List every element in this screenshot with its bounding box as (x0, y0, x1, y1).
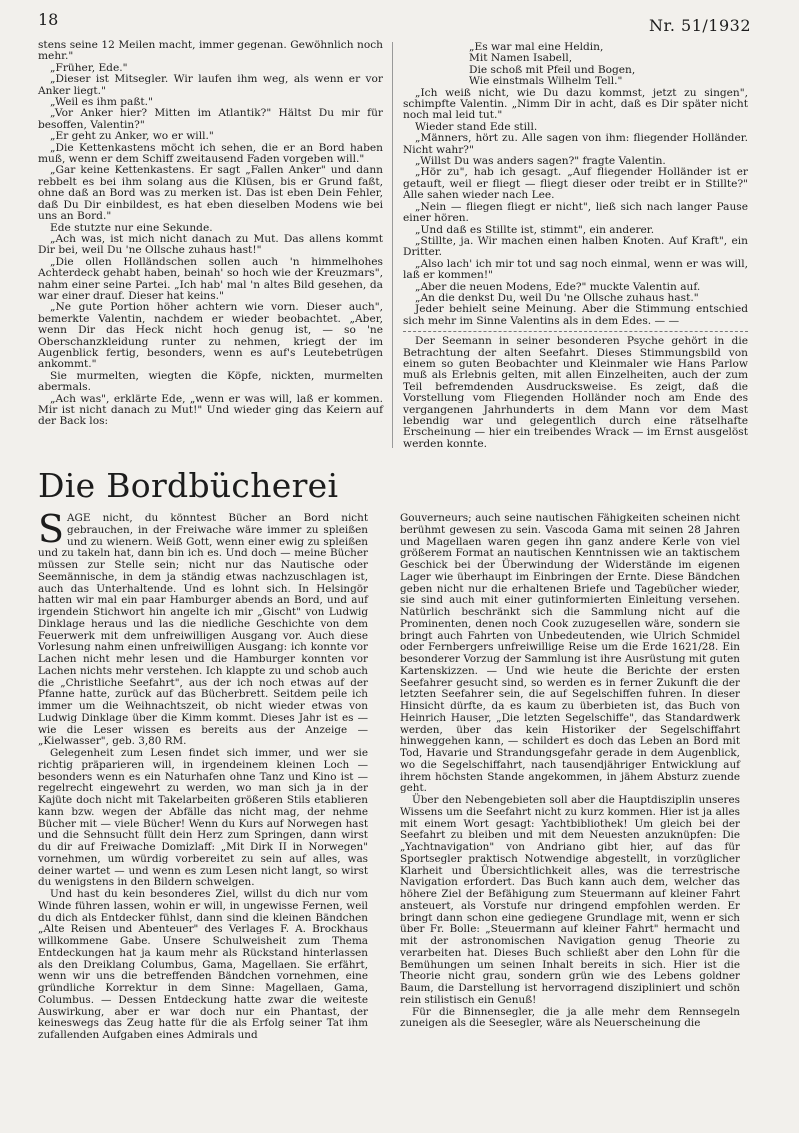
story-paragraph: „Gar keine Kettenkastens. Er sagt „Fallen Anker" und dann rebbelt es bei ihm solang aus die Klüsen, bis er Grund faßt, ohne daß an Bord was zu merken ist. Das ist eben Dein Fehler, daß Du Dir einbildest, es hat eben dieselben Modens wie bei uns an Bord." (38, 164, 383, 223)
verse-line: Wie einstmals Wilhelm Tell." (469, 75, 623, 88)
story-paragraph: „Und daß es Stillte ist, stimmt", ein anderer. (415, 223, 655, 236)
story-paragraph: „Er geht zu Anker, wo er will." (50, 130, 214, 143)
story-paragraph: „Nein — fliegen fliegt er nicht", ließ sich nach langer Pause einer hören. (403, 200, 748, 225)
verse-line: Die schoß mit Pfeil und Bogen, (469, 63, 636, 76)
story-paragraph: „Die ollen Holländschen sollen auch 'n himmelhohes Achterdeck gehabt haben, beinah' so hoch wie der Kreuzmars", nahm einer seine Partei. „Ich hab' mal 'n altes Bild gesehen, da war einer drauf. Dieser hat keins." (38, 255, 383, 302)
drop-cap: S (38, 507, 65, 551)
story-right-column (403, 42, 748, 450)
story-paragraph: „Männers, hört zu. Alle sagen von ihm: fliegender Holländer. Nicht wahr?" (403, 132, 748, 156)
article-paragraph: Über den Nebengebieten soll aber die Hauptdisziplin unseres Wissens um die Seefahrt nicht zu kurz kommen. Hier ist ja alles mit einem Wort gesagt: Yachtbibliothek! Um gleich bei der Seefahrt zu bleiben und mit dem Neuesten anzuknüpfen: Die „Yachtnavigation" von Andriano gibt hier, auf das für Sportsegler praktisch Notwendige abgestellt, in vorzüglicher Klarheit und Übersichtlichkeit alles, was die terrestrische Navigation erfordert. Das Buch kann auch dem, welcher das höhere Ziel der Befähigung zum Steuermann auf kleiner Fahrt ansteuert, als Vorstufe nur dringend empfohlen werden. Er bringt dann schon eine gediegene Grundlage mit, wenn er sich über Fr. Bolle: „Steuermann auf kleiner Fahrt" hermacht und mit der astronomischen Navigation genug Theorie zu verarbeiten hat. Dieses Buch schließt aber den Lohn für die Bemühungen um seinen Inhalt bereits in sich. Hier ist die Theorie nicht grau, sondern grün wie des Lebens goldner Baum, die Darstellung ist hervorragend diszipliniert und schön rein stilistisch ein Genuß! (400, 794, 740, 1006)
story-paragraph: „Dieser ist Mitsegler. Wir laufen ihm weg, als wenn er vor Anker liegt." (38, 73, 383, 97)
story-paragraph: „Die Kettenkastens möcht ich sehen, die er an Bord haben muß, wenn er dem Schiff zweitausend Faden vorgeben will." (38, 141, 383, 166)
article-paragraph: Gelegenheit zum Lesen findet sich immer, und wer sie richtig präparieren will, in irgendeinem kleinen Loch — besonders wenn es ein Naturhafen ohne Tanz und Kino ist — regelrecht eingewehrt zu werden, wo man sich ja in der Kajüte doch nicht mit Takelarbeiten größeren Stils etablieren kann bzw. wegen der Abfälle das nicht mag, der nehme Bücher mit — viele Bücher! Wenn du Kurs auf Norwegen hast und die Sehnsucht füllt dein Herz zum Springen, dann wirst du dir auf Freiwache Domizlaff: „Mit Dirk II in Norwegen" vornehmen, um würdig vorbereitet zu sein auf alles, was deiner wartet — und wenn es zum Lesen nicht langt, so wirst du wenigstens in den Bildern schwelgen. (38, 747, 368, 889)
article-paragraph-text: AGE nicht, du könntest Bücher an Bord nicht gebrauchen, in der Freiwache wäre immer zu spleißen und zu wienern. Weiß Gott, wenn einer ewig zu spleißen und zu takeln hat, dann bin ich es. Und doch — meine Bücher müssen zur Stelle sein; nicht nur das Nautische oder Seemännische, in dem ja ständig etwas nachzuschlagen ist, auch das Unterhaltende. Und es lohnt sich. In Helsingör hatten wir mal ein paar Hamburger abends an Bord, und auf irgendein Stichwort hin angelte ich mir „Gischt" von Ludwig Dinklage heraus und las die niedliche Geschichte von dem Feuerwerk mit dem unfreiwilligen Ausgang vor. Auch diese Vorlesung nahm einen unfreiwilligen Ausgang: ich konnte vor Lachen nicht mehr lesen und die Hamburger konnten vor Lachen nichts mehr verstehen. Ich klappte zu und schob auch die „Christliche Seefahrt", aus der ich noch etwas auf der Pfanne hatte, zurück auf das Bücherbrett. Seitdem peile ich immer um die Weihnachtszeit, ob nicht wieder etwas von Ludwig Dinklage über die Kimm kommt. Dieses Jahr ist es — wie die Leser wissen es bereits aus der Anzeige — „Kielwasser", geb. 3,80 RM. (38, 512, 368, 748)
article-right-column (400, 513, 740, 1030)
story-paragraph: „Stillte, ja. Wir machen einen halben Knoten. Auf Kraft", ein Dritter. (403, 234, 748, 259)
story-paragraph: „Vor Anker hier? Mitten im Atlantik?" Hältst Du mir für besoffen, Valentin?" (38, 107, 383, 131)
article-paragraph: Gouverneurs; auch seine nautischen Fähigkeiten scheinen nicht berühmt gewesen zu sein. Vascoda Gama mit seinen 28 Jahren und Magellaen waren gegen ihn ganz andere Kerle von viel größerem Format an nautischen Kenntnissen wie an taktischem Geschick bei der Überwindung der Widerstände im eigenen Lager wie überhaupt im Einbringen der Ernte. Diese Bändchen geben nicht nur die erhaltenen Briefe und Tagebücher wieder, sie sind auch mit einer gutinformierten Einleitung versehen. Natürlich beschränkt sich die Sammlung nicht auf die Prominenten, denen noch Cook zuzugesellen wäre, sondern sie bringt auch Fahrten von Unbedeutenden, wie Ulrich Schmidel oder Fernbergers unfreiwillige Reise um die Erde 1621/28. Ein besonderer Vorzug der Sammlung ist ihre Ausrüstung mit guten Kartenskizzen. — Und wie heute die Berichte der ersten Seefahrer gesucht sind, so werden es in ferner Zukunft die der letzten Seefahrer sein, die auf Segelschiffen fuhren. In dieser Hinsicht dürfte, da es kaum zu überbieten ist, das Buch von Heinrich Hauser, „Die letzten Segelschiffe", das Standardwerk werden, über das kein Historiker der Segelschiffahrt hinweggehen kann, — schildert es doch das Leben an Bord mit Tod, Havarie und Strandungsgefahr gerade in dem Augenblick, wo die Segelschiffahrt, nach tausendjähriger Entwicklung auf ihrem höchsten Stande angekommen, in jähem Absturz zuende geht. (400, 512, 740, 795)
story-paragraph: „Hör zu", hab ich gesagt. „Auf fliegender Holländer ist er getauft, weil er fliegt — fliegt dieser oder treibt er in Stillte?" Alle sahen wieder nach Lee. (403, 166, 748, 202)
article-paragraph: Und hast du kein besonderes Ziel, willst du dich nur vom Winde führen lassen, wohin er will, in ungewisse Fernen, weil du dich als Entdecker fühlst, dann sind die kleinen Bändchen „Alte Reisen und Abenteuer" des Verlages F. A. Brockhaus willkommene Gabe. Unsere Schulweisheit zum Thema Entdeckungen hat ja kaum mehr als Rückstand hinterlassen als den Dreiklang Columbus, Gama, Magellaen. Sie erfährt, wenn wir uns die betreffenden Bändchen vornehmen, eine gründliche Korrektur in dem Sinne: Magellaen, Gama, Columbus. — Dessen Entdeckung hatte zwar die weiteste Auswirkung, aber er war doch nur ein Phantast, der keineswegs das Zeug hatte für die als Erfolg seiner Tat ihm zufallenden Aufgaben eines Admirals und (38, 888, 368, 1041)
article-paragraph: Für die Binnensegler, die ja alle mehr dem Rennsegeln zuneigen als die Seesegler, wäre als Neuerscheinung die (400, 1005, 740, 1030)
column-divider (392, 42, 393, 448)
story-paragraph: Ede stutzte nur eine Sekunde. (50, 221, 213, 234)
editorial-note: Der Seemann in seiner besonderen Psyche gehört in die Betrachtung der alten Seefahrt. Dieses Stimmungsbild von einem so guten Beobachter und Kleinmaler wie Hans Parlow muß als Erlebnis gelten, mit allen Einzelheiten, auch der zum Teil befremdenden Ausdrucksweise. Es zeigt, daß die Vorstellung vom Fliegenden Holländer noch am Ende des vergangenen Jahrhunderts in dem Mann vor dem Mast lebendig war und gelegentlich durch eine rätselhafte Erscheinung — hier ein treibendes Wrack — im Ernst ausgelöst werden konnte. (403, 335, 748, 450)
story-paragraph: Jeder behielt seine Meinung. Aber die Stimmung entschied sich mehr im Sinne Valentins als in dem Edes. — — (403, 303, 748, 327)
story-paragraph: Sie murmelten, wiegten die Köpfe, nickten, murmelten abermals. (38, 369, 383, 394)
article-title: Die Bordbücherei (38, 466, 339, 505)
verse-line: Mit Namen Isabell, (469, 52, 573, 65)
story-left-column (38, 40, 383, 428)
article-paragraph (38, 507, 368, 748)
verse-line: „Es war mal eine Heldin, (469, 41, 604, 53)
story-paragraph: „Aber die neuen Modens, Ede?" muckte Valentin auf. (415, 280, 701, 293)
story-paragraph: „Ach was, ist mich nicht danach zu Mut. Das allens kommt Dir bei, weil Du 'ne Ollsche zuhaus hast!" (38, 232, 383, 257)
issue-label: Nr. 51/1932 (648, 16, 751, 35)
page-number: 18 (38, 10, 59, 29)
story-paragraph: „Willst Du was anders sagen?" fragte Valentin. (415, 155, 666, 168)
story-paragraph: „Also lach' ich mir tot und sag noch einmal, wenn er was will, laß er kommen!" (403, 257, 748, 282)
story-paragraph: „Ne gute Portion höher achtern wie vorn. Dieser auch", bemerkte Valentin, nachdem er wieder beobachtet. „Aber, wenn Dir das Heck nicht hoch genug ist, — so 'ne Oberschanzkleidung runter zu nehmen, kriegt der im Augenblick fertig, besonders, wenn es auf's Leutebetrügen ankommt." (38, 301, 383, 371)
section-separator (403, 331, 748, 332)
story-paragraph: stens seine 12 Meilen macht, immer gegenan. Gewöhnlich noch mehr." (38, 39, 383, 63)
story-paragraph: „Ach was", erklärte Ede, „wenn er was will, laß er kommen. Mir ist nicht danach zu Mut!" Und wieder ging das Keiern auf der Back los: (38, 392, 383, 428)
story-paragraph: „Früher, Ede." (50, 61, 128, 74)
article-left-column (38, 507, 368, 1042)
story-paragraph: „An die denkst Du, weil Du 'ne Ollsche zuhaus hast." (415, 291, 699, 304)
story-paragraph: Wieder stand Ede still. (415, 120, 538, 133)
story-paragraph: „Ich weiß nicht, wie Du dazu kommst, jetzt zu singen", schimpfte Valentin. „Nimm Dir in acht, daß es Dir später nicht noch mal leid tut." (403, 86, 748, 122)
story-paragraph: „Weil es ihm paßt." (50, 96, 153, 109)
